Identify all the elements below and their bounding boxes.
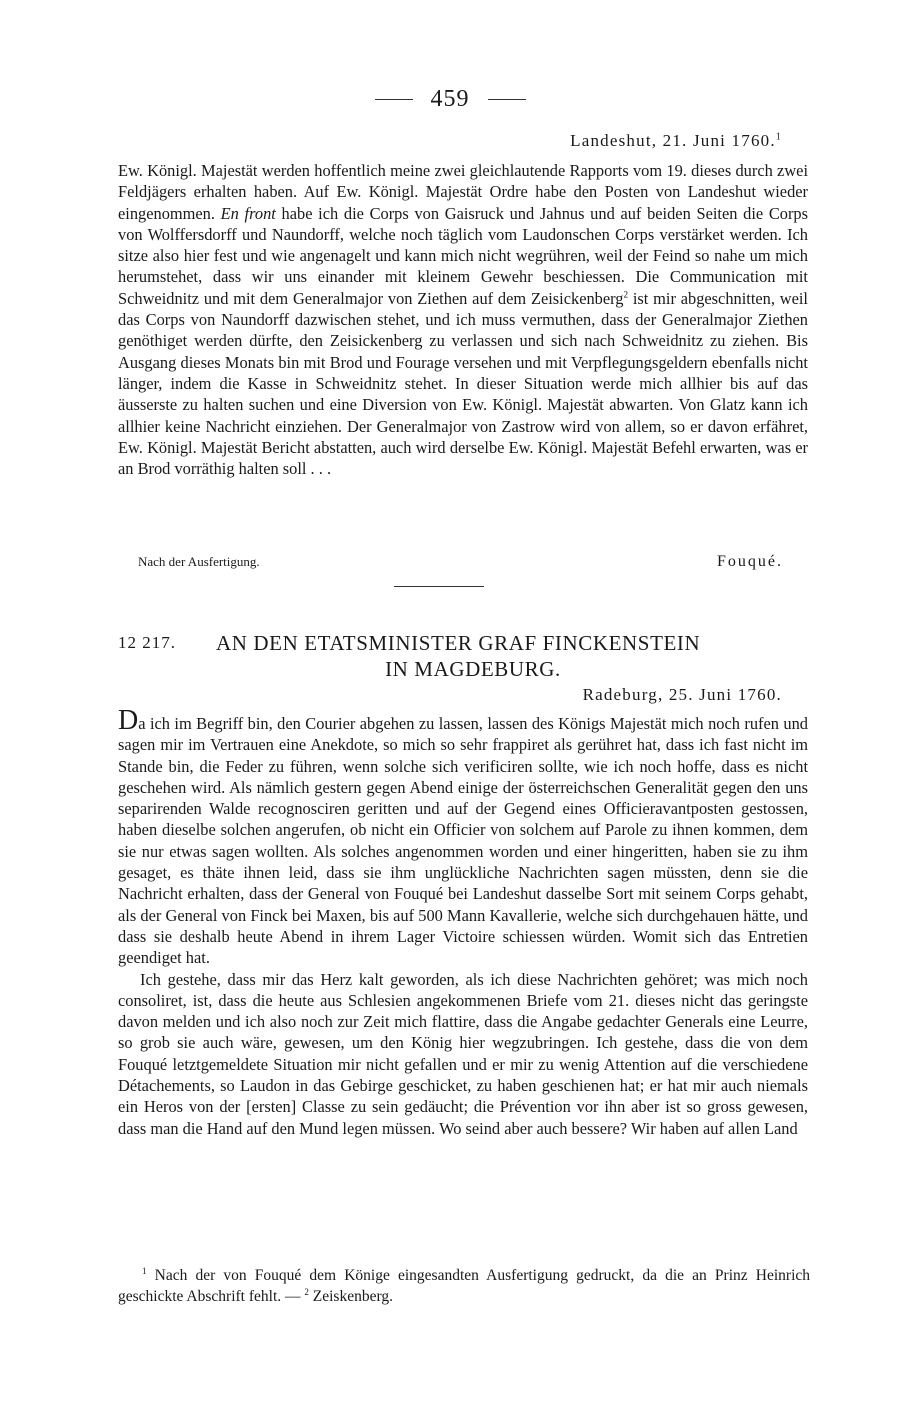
source-note: Nach der Ausfertigung.	[138, 554, 260, 569]
letter1-paragraph	[118, 160, 808, 479]
letter2-heading	[118, 630, 808, 682]
page-number: 459	[430, 86, 470, 112]
footnote-mark: 2	[304, 1286, 309, 1297]
text-segment: ist mir abgeschnitten, weil das Corps von Naundorff dazwischen stehet, und ich muss vermuthen, dass der Generalmajor Ziethen genöthiget werden dürfte, den Zeisickenberg zu verlassen und sich nach Schweidnitz zu ziehen. Bis Ausgang dieses Monats bin mit Brod und Fourage versehen und mit Verpflegungsgeldern ebenfalls nicht länger, indem die Kasse in Schweidnitz stehet. In dieser Situation werde mich allhier bis auf das äusserste zu halten suchen und eine Diversion von Ew. Königl. Majestät abwarten. Von Glatz kann ich allhier keine Nachricht einziehen. Der Generalmajor von Zastrow wird von allem, so er davon erfähret, Ew. Königl. Majestät Bericht abstatten, auch wird derselbe Ew. Königl. Majestät Befehl erwarten, was er an Brod vorräthig halten soll . . .	[118, 288, 808, 479]
text-segment: habe ich die Corps von Gaisruck und Jahnus und auf beiden Seiten die Corps von Wolffersdorff und Naundorff, welche noch täglich vom Laudonschen Corps verstärket werden. Ich sitze also hier fest und wie angenagelt und kann mich nicht wegrühren, weil der Feind so nahe um mich herumstehet, dass wir uns einander mit kleinem Gewehr beschiessen. Die Communication mit Schweidnitz und mit dem Generalmajor von Ziethen auf dem Zeisickenberg	[118, 203, 808, 308]
footnote-mark: 1	[142, 1265, 147, 1276]
footnote-ref: 2	[623, 289, 629, 300]
signature: Fouqué.	[717, 553, 783, 570]
letter1-dateline	[570, 131, 782, 151]
italic-phrase: En front	[220, 203, 276, 223]
heading-line-1	[118, 630, 808, 656]
letter2-dateline: Radeburg, 25. Juni 1760.	[582, 685, 782, 704]
header-rule-right	[488, 99, 526, 100]
text-segment: Ew. Königl. Majestät werden hoffentlich meine zwei gleichlautende Rapports vom 19. dieses durch zwei Feldjägers erhalten haben. Auf Ew. Königl. Majestät Ordre habe den Posten von Landeshut wieder eingenommen.	[118, 161, 808, 223]
text-segment: a ich im Begriff bin, den Courier abgehen zu lassen, lassen des Königs Majestät mich noch rufen und sagen mir im Vertrauen eine Anekdote, so mich so sehr frappiret als gerühret hat, dass ich fast nicht im Stande bin, die Feder zu führen, wenn solche sich verificiren sollte, wie ich noch hoffe, dass es nicht geschehen wird. Als nämlich gestern gegen Abend einige der österreichschen Generalität gegen den uns separirenden Walde recognosciren geritten und auf der Gegend eines Officieravantposten gestossen, haben dieselbe solchen angerufen, ob nicht ein Officier von solchem auf Parole zu ihnen kommen, dem sie nur etwas sagen wollten. Als solches angenommen worden und einer hingeritten, haben sie zu ihm gesaget, es thäte ihnen leid, dass sie ihm unglückliche Nachrichten sagen müssten, denn sie die Nachricht erhalten, dass der General von Fouqué bei Landeshut dasselbe Sort mit seinem Corps gehabt, als der General von Finck bei Maxen, bis auf 500 Mann Kavallerie, welche sich durchgehauen hätte, und dass sie deshalb heute Abend in ihrem Lager Victoire schiessen würden. Womit sich das Entretien geendiget hat.	[118, 714, 808, 968]
letter2-paragraph-2: Ich gestehe, dass mir das Herz kalt geworden, als ich diese Nachrichten gehöret; was mich noch consoliret, ist, dass die heute aus Schlesien angekommenen Briefe vom 21. dieses nicht das geringste davon melden und ich also noch zur Zeit mich flattire, dass die Angabe gedachter Generals eine Leurre, so grob sie auch wäre, gewesen, um den König hier wegzubringen. Ich gestehe, dass die von dem Fouqué letztgemeldete Situation mir nicht gefallen und er mir zu wenig Attention auf die verschiedene Détachements, so Laudon in das Gebirge geschicket, zu haben geschienen hat; er hat mir auch niemals ein Heros von der [ersten] Classe zu sein gedäucht; die Prévention vor ihn aber ist so gross gewesen, dass man die Hand auf den Mund legen müssen. Wo seind aber auch bessere? Wir haben auf allen Land	[118, 969, 808, 1138]
heading-text-2: IN MAGDEBURG.	[385, 657, 561, 681]
footnote-ref: 1	[775, 131, 782, 143]
letter1-body	[118, 160, 808, 479]
page-header	[0, 86, 900, 113]
header-rule-left	[375, 99, 413, 100]
footnote-text: Nach der von Fouqué dem Könige eingesandten Ausfertigung gedruckt, da die an Prinz Heinrich geschickte Abschrift fehlt. —	[118, 1267, 811, 1305]
document-number: 12 217.	[118, 633, 176, 652]
letter1-dateline-text: Landeshut, 21. Juni 1760.	[570, 131, 776, 150]
drop-cap: D	[118, 705, 139, 736]
letter1-closing	[138, 553, 783, 571]
footnote-1	[118, 1265, 810, 1307]
heading-text-1: AN DEN ETATSMINISTER GRAF FINCKENSTEIN	[216, 631, 701, 655]
letter2-body	[118, 705, 808, 1139]
section-divider	[394, 586, 484, 587]
footnote-text: Zeiskenberg.	[312, 1288, 393, 1305]
footnotes	[118, 1265, 810, 1307]
letter2-paragraph-1	[118, 705, 808, 969]
